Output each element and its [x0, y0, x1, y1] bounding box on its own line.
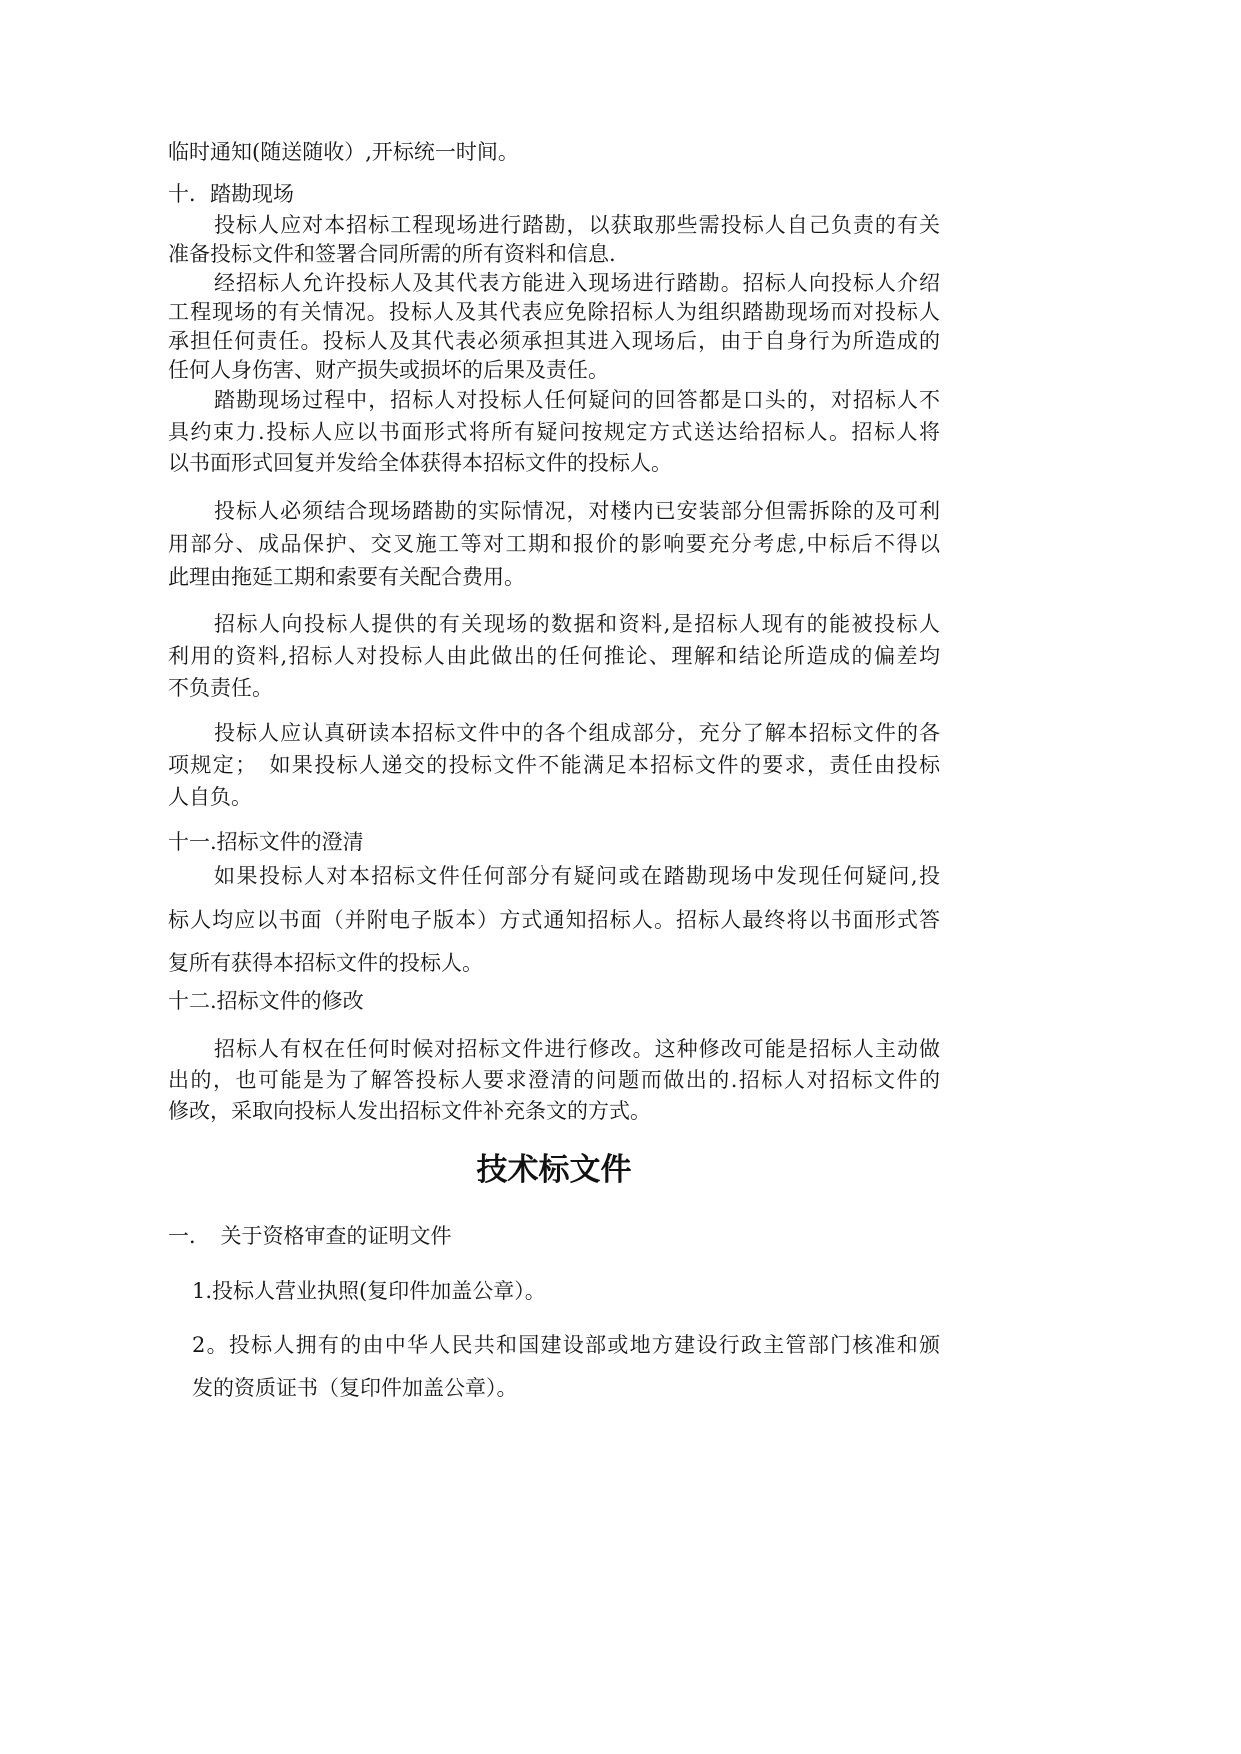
- list-item-line: 发的资质证书（复印件加盖公章）。: [192, 1375, 518, 1400]
- paragraph-line: 项规定； 如果投标人递交的投标文件不能满足本招标文件的要求，责任由投标: [168, 753, 940, 777]
- paragraph-line: 工程现场的有关情况。投标人及其代表应免除招标人为组织踏勘现场而对投标人: [168, 299, 940, 324]
- paragraph-line: 复所有获得本招标文件的投标人。: [168, 951, 483, 975]
- paragraph-line: 以书面形式回复并发给全体获得本招标文件的投标人。: [168, 451, 672, 475]
- paragraph-line: 标人均应以书面（并附电子版本）方式通知招标人。招标人最终将以书面形式答: [168, 907, 940, 932]
- section-heading-text: 十二.招标文件的修改: [168, 989, 364, 1013]
- section-heading-text: 十．踏勘现场: [168, 182, 294, 206]
- paragraph-line: 承担任何责任。投标人及其代表必须承担其进入现场后，由于自身行为所造成的: [168, 328, 940, 353]
- paragraph-line: 此理由拖延工期和索要有关配合费用。: [168, 564, 525, 589]
- list-item-line: 1.投标人营业执照(复印件加盖公章）。: [192, 1279, 546, 1303]
- paragraph-line: 用部分、成品保护、交叉施工等对工期和报价的影响要充分考虑,中标后不得以: [168, 531, 940, 556]
- paragraph-line: 修改，采取向投标人发出招标文件补充条文的方式。: [168, 1098, 651, 1123]
- list-item-line: 2。投标人拥有的由中华人民共和国建设部或地方建设行政主管部门核准和颁: [192, 1332, 940, 1357]
- section-heading-12: [168, 986, 940, 1016]
- paragraph: [168, 269, 940, 385]
- paragraph: [168, 385, 940, 480]
- list-item: [192, 1276, 940, 1306]
- paragraph-line: 准备投标文件和签署合同所需的所有资料和信息.: [168, 241, 616, 266]
- paragraph: [168, 1034, 940, 1127]
- paragraph-line: 踏勘现场过程中，招标人对投标人任何疑问的回答都是口头的，对招标人不: [214, 388, 940, 412]
- paragraph-line: 经招标人允许投标人及其代表方能进入现场进行踏勘。招标人向投标人介绍: [214, 270, 940, 295]
- paragraph-line: 不负责任。: [168, 676, 273, 700]
- paragraph-line: 利用的资料,招标人对投标人由此做出的任何推论、理解和结论所造成的偏差均: [168, 644, 940, 668]
- section-heading-1: [168, 1221, 940, 1251]
- paragraph: [168, 495, 940, 594]
- paragraph-line: 任何人身伤害、财产损失或损坏的后果及责任。: [168, 357, 609, 382]
- paragraph-line: 如果投标人对本招标文件任何部分有疑问或在踏勘现场中发现任何疑问,投: [214, 864, 940, 888]
- paragraph-line: 出的，也可能是为了解答投标人要求澄清的问题而做出的.招标人对招标文件的: [168, 1067, 940, 1092]
- intro-line: 临时通知(随送随收）,开标统一时间。: [168, 140, 519, 164]
- paragraph-line: 具约束力.投标人应以书面形式将所有疑问按规定方式送达给招标人。招标人将: [168, 419, 940, 444]
- paragraph-line: 招标人有权在任何时候对招标文件进行修改。这种修改可能是招标人主动做: [214, 1036, 940, 1061]
- section-heading-text: 十一.招标文件的澄清: [168, 830, 364, 854]
- section-heading-11: [168, 827, 940, 857]
- document-title: 技术标文件: [476, 1152, 632, 1188]
- paragraph-line: 招标人向投标人提供的有关现场的数据和资料,是招标人现有的能被投标人: [214, 612, 940, 636]
- paragraph: [168, 717, 940, 813]
- paragraph: [168, 855, 940, 986]
- paragraph-line: 投标人应对本招标工程现场进行踏勘，以获取那些需投标人自己负责的有关: [214, 212, 940, 237]
- paragraph: [168, 211, 940, 269]
- section-heading-10: [168, 179, 940, 209]
- paragraph: [168, 608, 940, 704]
- section-heading-text: 一． 关于资格审查的证明文件: [168, 1224, 452, 1248]
- list-item: [192, 1324, 940, 1410]
- paragraph-line: 人自负。: [168, 785, 252, 809]
- intro-paragraph: [168, 137, 940, 167]
- paragraph-line: 投标人必须结合现场踏勘的实际情况，对楼内已安装部分但需拆除的及可利: [214, 498, 940, 523]
- paragraph-line: 投标人应认真研读本招标文件中的各个组成部分，充分了解本招标文件的各: [214, 721, 940, 745]
